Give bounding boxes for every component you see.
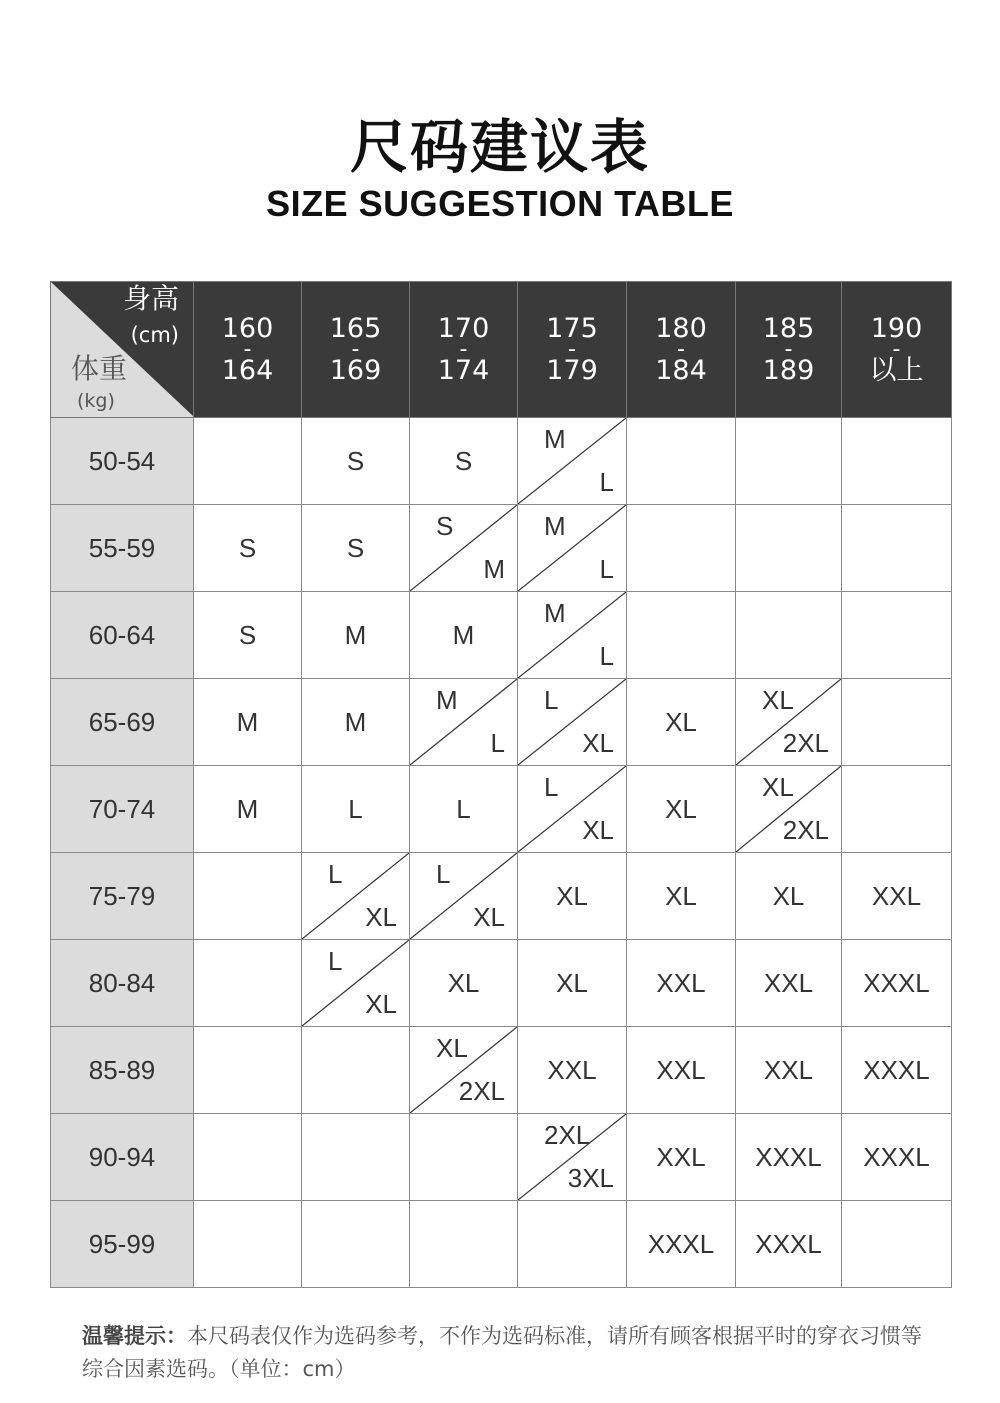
weight-range-cell: 85-89 [51,1027,194,1114]
height-column-header [194,282,302,418]
size-value-upper: L [328,946,343,976]
weight-range-cell: 70-74 [51,766,194,853]
size-cell [302,853,410,940]
size-cell [842,1027,952,1114]
size-cell [736,853,842,940]
split-size-cell [518,1114,626,1200]
size-cell [410,1201,518,1288]
size-cell [627,1027,736,1114]
size-value: XL [772,880,805,911]
size-cell [842,418,952,505]
size-value-upper: M [544,598,566,628]
size-cell [627,940,736,1027]
height-to: 189 [762,354,815,386]
height-column-header [627,282,736,418]
table-row [51,592,952,679]
size-cell [736,766,842,853]
size-cell [302,505,410,592]
size-cell [410,592,518,679]
height-from: 185 [762,312,815,344]
height-unit: (cm) [130,323,179,347]
split-size-cell [736,766,841,852]
split-size-cell [518,679,626,765]
size-value: M [344,619,367,650]
size-cell [842,592,952,679]
size-cell [627,592,736,679]
size-value: XXXL [755,1228,822,1259]
weight-range-cell: 75-79 [51,853,194,940]
size-value: M [452,619,475,650]
split-size-cell [518,766,626,852]
size-cell [194,505,302,592]
table-row [51,853,952,940]
size-cell [302,1114,410,1201]
size-value: XXL [763,967,814,998]
height-to: 164 [221,354,274,386]
size-value: L [348,793,363,824]
size-cell [302,940,410,1027]
size-value: XL [665,793,697,824]
size-cell [518,592,627,679]
size-value-upper: M [436,685,458,715]
weight-range-cell: 55-59 [51,505,194,592]
height-dash: - [677,336,685,362]
table-row [51,1114,952,1201]
size-cell [627,418,736,505]
split-size-cell [518,505,626,591]
size-cell [410,1114,518,1201]
size-cell [194,853,302,940]
size-value: XXL [871,880,922,911]
size-value: M [236,706,259,737]
weight-unit: (kg) [77,390,115,412]
weight-label: 体重 [71,352,128,385]
height-column-header [410,282,518,418]
size-value: XXXL [863,1054,930,1085]
size-value: XXXL [755,1141,822,1172]
size-cell [302,679,410,766]
table-row [51,1027,952,1114]
size-value-lower: 2XL [782,728,829,758]
size-cell [410,1027,518,1114]
size-value-upper: XL [436,1033,468,1063]
size-value: XL [665,880,697,911]
size-value: S [346,532,365,563]
header-corner-cell [51,282,194,418]
table-row [51,1201,952,1288]
size-value-lower: XL [582,728,614,758]
size-cell [518,853,627,940]
height-dash: - [351,336,360,362]
table-body [51,418,952,1288]
size-cell [194,418,302,505]
size-value-lower: XL [365,989,397,1019]
table-row [51,418,952,505]
size-value-lower: L [490,728,505,758]
size-cell [410,940,518,1027]
size-cell [736,1114,842,1201]
size-value-lower: XL [365,902,397,932]
size-value: S [238,619,257,650]
height-from: 190 [870,312,923,344]
weight-range-cell: 80-84 [51,940,194,1027]
height-to: 174 [437,354,490,386]
weight-range-cell: 95-99 [51,1201,194,1288]
size-cell [302,766,410,853]
size-value: XL [556,880,588,911]
size-cell [736,940,842,1027]
split-size-cell [302,940,409,1026]
size-value-upper: L [328,859,343,889]
size-value-lower: L [599,467,614,497]
height-dash: - [243,336,252,362]
size-cell [194,766,302,853]
table-row [51,505,952,592]
weight-range-cell: 65-69 [51,679,194,766]
size-cell [194,940,302,1027]
size-cell [518,1114,627,1201]
height-from: 165 [329,312,382,344]
size-value-upper: XL [762,772,794,802]
size-value: XL [447,967,480,998]
height-dash: - [568,336,576,362]
height-column-header [302,282,410,418]
size-cell [736,505,842,592]
height-column-header [842,282,952,418]
page-subtitle: SIZE SUGGESTION TABLE [266,183,734,224]
size-cell [410,766,518,853]
table-row [51,766,952,853]
size-value-upper: S [436,511,454,541]
split-size-cell [302,853,409,939]
size-cell [627,853,736,940]
height-dash: - [459,336,468,362]
split-size-cell [410,1027,517,1113]
table-header-row [51,282,952,418]
height-label: 身高 [122,282,179,315]
height-column-header [518,282,627,418]
height-from: 170 [437,312,490,344]
size-cell [842,766,952,853]
size-value-lower: XL [473,902,505,932]
size-value: XXL [763,1054,814,1085]
size-cell [842,853,952,940]
size-value: XL [665,706,697,737]
size-value: M [236,793,259,824]
height-to: 184 [655,354,707,386]
height-to: 179 [546,354,598,386]
size-value: XXL [656,967,706,998]
size-cell [842,505,952,592]
size-cell [736,679,842,766]
height-column-header [736,282,842,418]
weight-range-cell: 60-64 [51,592,194,679]
size-value: XXXL [863,967,930,998]
size-cell [518,766,627,853]
size-cell [842,940,952,1027]
size-cell [627,679,736,766]
size-value: XXXL [647,1228,715,1259]
size-table [50,281,952,1288]
size-value: XXL [656,1054,706,1085]
split-size-cell [410,679,517,765]
size-value-lower: M [483,554,505,584]
size-cell [194,592,302,679]
split-size-cell [518,592,626,678]
height-from: 160 [221,312,274,344]
size-value-upper: M [544,424,566,454]
size-value: S [454,445,473,476]
size-value: M [344,706,367,737]
size-value-upper: 2XL [544,1120,591,1150]
size-value-upper: M [544,511,566,541]
size-cell [518,679,627,766]
height-from: 180 [655,312,707,344]
size-value: XXL [656,1141,706,1172]
size-cell [302,418,410,505]
size-value: L [456,793,471,824]
size-value-upper: L [544,772,559,802]
size-cell [736,1027,842,1114]
size-cell [410,853,518,940]
size-cell [194,1027,302,1114]
split-size-cell [410,505,517,591]
size-cell [627,1114,736,1201]
size-cell [410,418,518,505]
tip-label: 温馨提示： [82,1324,187,1348]
size-value-upper: XL [762,685,794,715]
size-value: XXL [547,1054,597,1085]
size-value: S [346,445,365,476]
weight-range-cell: 50-54 [51,418,194,505]
size-cell [736,592,842,679]
weight-range-cell: 90-94 [51,1114,194,1201]
height-dash: - [892,336,901,362]
size-cell [736,1201,842,1288]
size-cell [627,505,736,592]
split-size-cell [410,853,517,939]
size-value: XXXL [863,1141,930,1172]
size-cell [842,1201,952,1288]
size-value-lower: 2XL [782,815,829,845]
size-cell [302,592,410,679]
size-cell [302,1027,410,1114]
height-to: 169 [329,354,382,386]
size-cell [518,1201,627,1288]
size-cell [410,679,518,766]
tip-note [82,1320,942,1386]
size-value-lower: 3XL [567,1163,614,1193]
size-cell [518,505,627,592]
size-cell [518,1027,627,1114]
split-size-cell [736,679,841,765]
size-cell [736,418,842,505]
size-value-lower: L [599,641,614,671]
size-cell [194,1201,302,1288]
size-cell [410,505,518,592]
size-cell [194,1114,302,1201]
size-value: XL [556,967,588,998]
size-value-lower: XL [582,815,614,845]
size-cell [518,418,627,505]
size-cell [627,1201,736,1288]
size-cell [842,1114,952,1201]
size-value-lower: 2XL [458,1076,505,1106]
size-cell [842,679,952,766]
size-cell [194,679,302,766]
size-cell [518,940,627,1027]
size-value: S [238,532,257,563]
height-dash: - [784,336,793,362]
split-size-cell [518,418,626,504]
page-title: 尺码建议表 [349,113,650,181]
size-value-upper: L [544,685,559,715]
height-from: 175 [546,312,598,344]
size-cell [627,766,736,853]
height-to: 以上 [869,354,924,386]
size-value-upper: L [436,859,451,889]
size-cell [302,1201,410,1288]
table-row [51,940,952,1027]
tip-text: 本尺码表仅作为选码参考，不作为选码标准，请所有顾客根据平时的穿衣习惯等综合因素选码。（单位：cm） [82,1324,922,1381]
size-value-lower: L [599,554,614,584]
table-row [51,679,952,766]
